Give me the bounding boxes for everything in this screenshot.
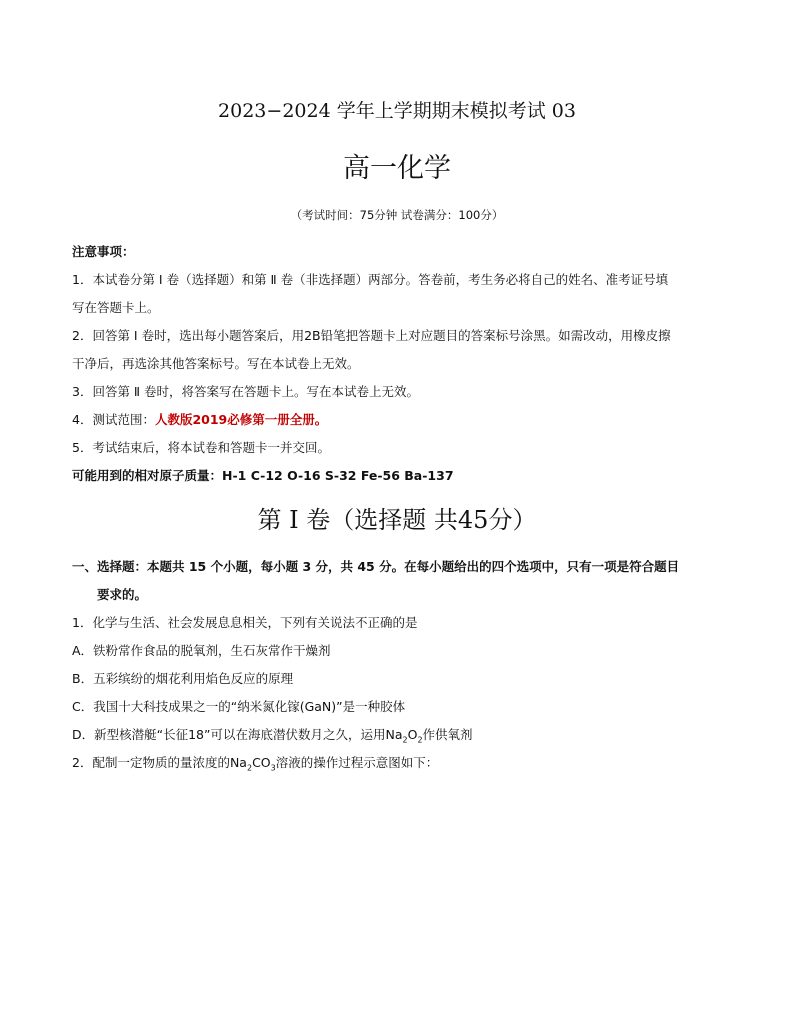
section-title: 第 Ⅰ 卷（选择题 共45分） <box>257 506 537 534</box>
note-item-4 <box>72 406 732 434</box>
part1-title-b: 要求的。 <box>97 587 148 602</box>
note-item-1a: 1．本试卷分第 Ⅰ 卷（选择题）和第 Ⅱ 卷（非选择题）两部分。答卷前，考生务必将自己的姓名、准考证号填 <box>72 272 669 287</box>
q1-option-b: B．五彩缤纷的烟花利用焰色反应的原理 <box>72 671 294 686</box>
atomic-mass-line: 可能用到的相对原子质量：H-1 C-12 O-16 S-32 Fe-56 Ba-137 <box>72 468 454 483</box>
part1-title-a: 一、选择题：本题共 15 个小题，每小题 3 分，共 45 分。在每小题给出的四个选项中，只有一项是符合题目 <box>72 559 680 574</box>
q1-option-d <box>72 721 732 749</box>
q2-stem-post: 溶液的操作过程示意图如下： <box>275 755 439 770</box>
q1-stem: 1．化学与生活、社会发展息息相关，下列有关说法不正确的是 <box>72 615 418 630</box>
notes-heading: 注意事项： <box>72 244 135 259</box>
subject-title: 高一化学 <box>343 153 451 184</box>
note-item-2b: 干净后，再选涂其他答案标号。写在本试卷上无效。 <box>72 356 360 371</box>
q1-d-post: 作供氧剂 <box>422 727 473 742</box>
note-item-5: 5．考试结束后，将本试卷和答题卡一并交回。 <box>72 440 330 455</box>
q1-d-text: D．新型核潜艇“长征18”可以在海底潜伏数月之久，运用Na <box>72 727 403 742</box>
q2-sub1: 2 <box>246 763 253 773</box>
q2-stem <box>72 749 732 777</box>
exam-meta: （考试时间：75分钟 试卷满分：100分） <box>290 208 504 222</box>
q1-option-c: C．我国十大科技成果之一的“纳米氮化镓(GaN)”是一种胶体 <box>72 699 406 714</box>
q1-option-a: A．铁粉常作食品的脱氧剂，生石灰常作干燥剂 <box>72 643 331 658</box>
questions-section <box>72 553 732 777</box>
exam-title: 2023−2024 学年上学期期末模拟考试 03 <box>218 100 576 122</box>
note-item-1b: 写在答题卡上。 <box>72 300 160 315</box>
note-item-4-label: 4．测试范围： <box>72 412 155 427</box>
notes-section <box>72 238 732 490</box>
q2-mid: CO <box>252 755 271 770</box>
q1-d-sub1: 2 <box>402 735 408 745</box>
q1-d-mid: O <box>407 727 418 742</box>
q1-d-sub2: 2 <box>417 735 423 745</box>
q2-stem-pre: 2．配制一定物质的量浓度的Na <box>72 755 247 770</box>
note-item-2a: 2．回答第 Ⅰ 卷时，选出每小题答案后，用2B铅笔把答题卡上对应题目的答案标号涂黑。如需改动，用橡皮擦 <box>72 328 671 343</box>
note-item-3: 3．回答第 Ⅱ 卷时，将答案写在答题卡上。写在本试卷上无效。 <box>72 384 420 399</box>
q2-sub2: 3 <box>270 763 276 773</box>
test-scope: 人教版2019必修第一册全册。 <box>154 412 328 427</box>
